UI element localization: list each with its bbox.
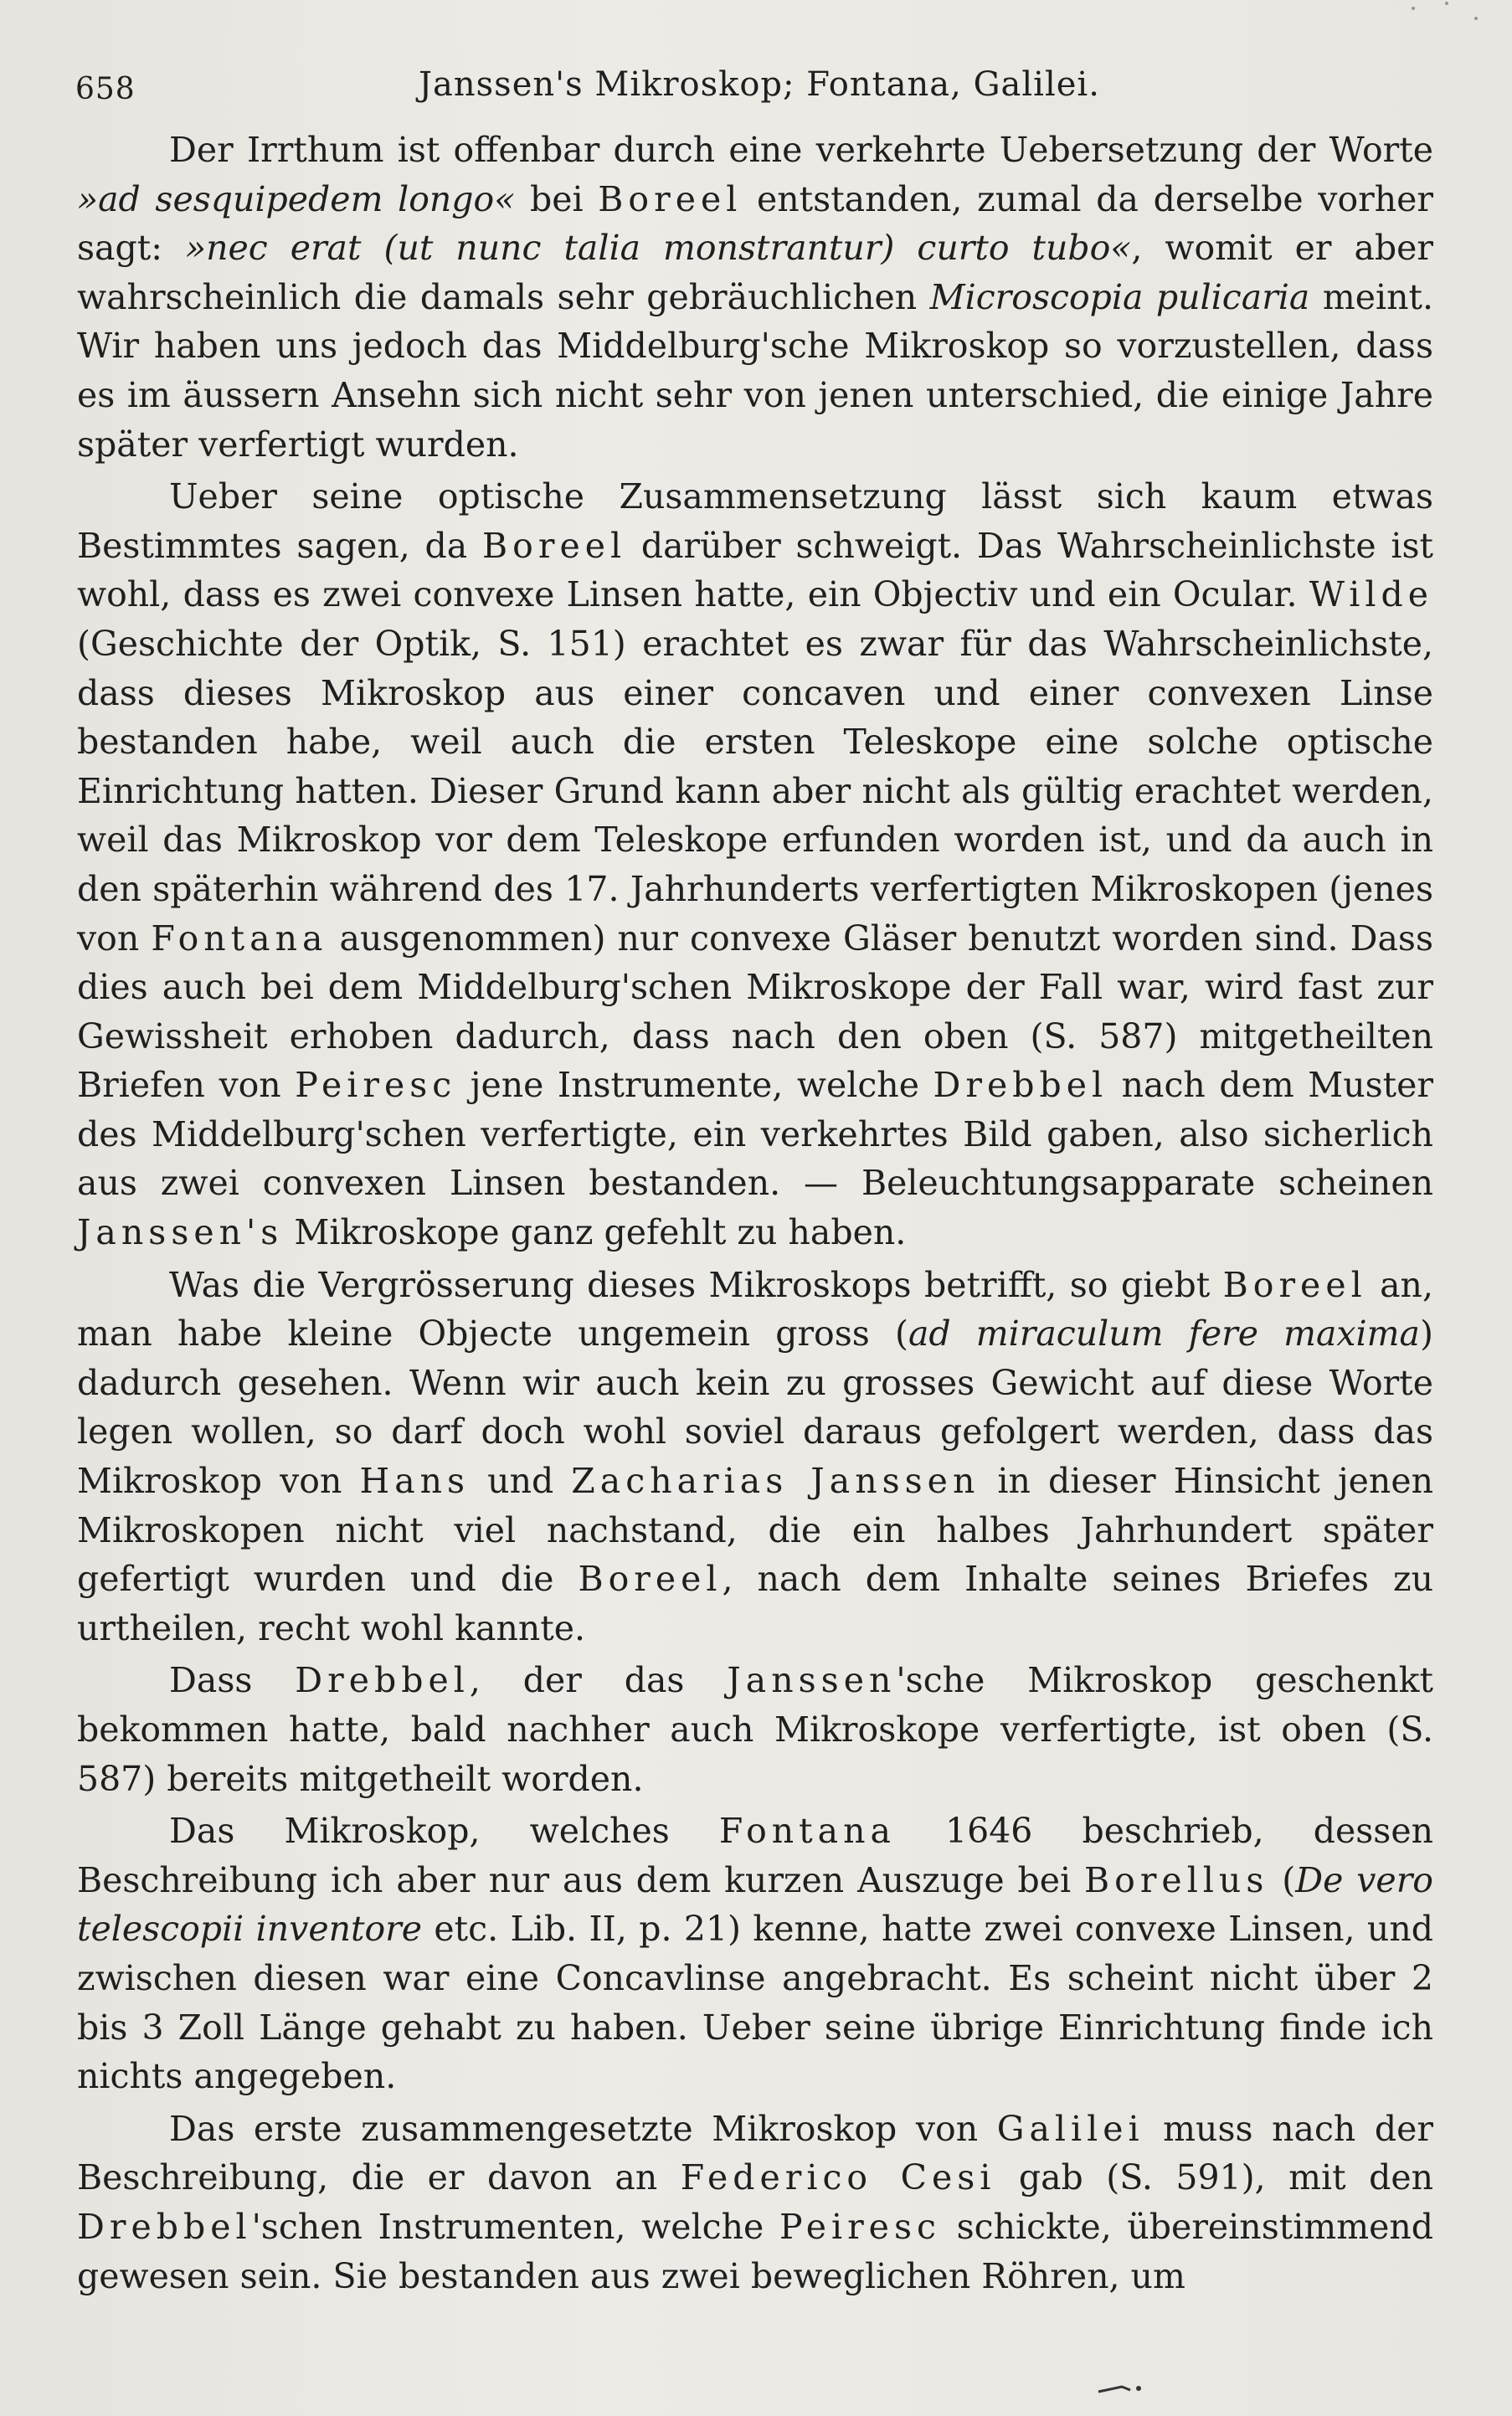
person-name: Zacharias Janssen	[571, 1461, 980, 1502]
person-name: Peiresc	[779, 2206, 941, 2247]
paragraph-1	[77, 126, 1433, 469]
text-run: bei	[515, 178, 599, 219]
text-run: Das Mikroskop, welches	[169, 1811, 719, 1852]
text-run: in dieser Hinsicht jenen Mikroskopen nicht viel nachstand, die ein halbes Jahrhundert später gefertigt wurden und die	[77, 1461, 1434, 1600]
text-run: jene Instrumente, welche	[456, 1065, 933, 1106]
person-name: Boreel	[598, 178, 743, 219]
text-run: , der das	[469, 1660, 728, 1701]
text-run: Mikroskope ganz gefehlt zu haben.	[283, 1212, 907, 1253]
person-name: Drebbel	[295, 1660, 470, 1701]
ink-stroke	[1098, 2387, 1130, 2392]
paragraph-2	[77, 472, 1433, 1257]
latin-quote: »ad sesquipedem longo«	[77, 178, 516, 219]
page-header	[75, 65, 1432, 116]
latin-quote: »nec erat (ut nunc talia monstrantur) curto tubo«	[185, 228, 1132, 269]
speck	[1445, 2, 1448, 5]
text-run: nach dem Muster des Middelburg'schen verfertigte, ein verkehrtes Bild gaben, also sicherlich aus zwei convexen Linsen bestanden. — Beleuchtungsapparate scheinen	[77, 1065, 1433, 1204]
text-run: 1646 beschrieb, dessen Beschreibung ich aber nur aus dem kurzen Auszuge bei	[77, 1811, 1433, 1900]
person-name: Janssen's	[77, 1212, 284, 1253]
paragraph-6	[77, 2105, 1433, 2300]
text-run: muss nach der Beschreibung, die er davon an	[77, 2108, 1434, 2198]
body-text	[77, 126, 1433, 2304]
person-name: Drebbel	[77, 2206, 252, 2247]
text-run: 'schen Instrumenten, welche	[251, 2206, 779, 2247]
text-run: etc. Lib. II, p. 21) kenne, hatte zwei convexe Linsen, und zwischen diesen war eine Concavlinse angebracht. Es scheint nicht über 2 bis 3 Zoll Länge gehabt zu haben. Ueber seine übrige Einrichtung finde ich nichts angegeben.	[77, 1909, 1433, 2097]
text-run: ausgenommen) nur convexe Gläser benutzt worden sind. Dass dies auch bei dem Middelburg'schen Mikroskope der Fall war, wird fast zur Gewissheit erhoben dadurch, dass nach den oben (S. 587) mitgetheilten Briefen von	[77, 918, 1433, 1106]
paragraph-3	[77, 1261, 1433, 1653]
ink-mark	[1097, 2382, 1147, 2398]
speck	[1412, 7, 1415, 10]
text-run: Dass	[169, 1660, 296, 1701]
person-name: Fontana	[718, 1811, 896, 1852]
text-run: und	[470, 1461, 572, 1502]
text-run: (	[1268, 1859, 1296, 1900]
text-run: darüber schweigt. Das Wahrscheinlichste ist wohl, dass es zwei convexe Linsen hatte, ein Objectiv und ein Ocular.	[77, 525, 1434, 615]
page-number: 658	[75, 72, 136, 106]
text-run: schickte, übereinstimmend gewesen sein. Sie bestanden aus zwei beweglichen Röhren, um	[77, 2206, 1434, 2296]
text-run: entstanden, zumal da derselbe vorher sagt:	[77, 178, 1433, 269]
text-run: meint. Wir haben uns jedoch das Middelburg'sche Mikroskop so vorzustellen, dass es im äussern Ansehn sich nicht sehr von jenen unterschied, die einige Jahre später verfertigt wurden.	[77, 276, 1433, 465]
text-run: , nach dem Inhalte seines Briefes zu urtheilen, recht wohl kannte.	[77, 1559, 1434, 1648]
person-name: Hans	[359, 1461, 471, 1502]
text-run: an, man habe kleine Objecte ungemein gross (	[77, 1264, 1433, 1355]
text-run: 'sche Mikroskop geschenkt bekommen hatte, bald nachher auch Mikroskope verfertigte, ist oben (S. 587) bereits mitgetheilt worden.	[77, 1660, 1433, 1799]
person-name: Janssen	[727, 1660, 897, 1701]
latin-term: Microscopia pulicaria	[929, 276, 1310, 317]
person-name: Boreel	[482, 525, 627, 566]
person-name: Fontana	[151, 918, 328, 959]
paper-specks	[1395, 0, 1495, 33]
paragraph-5	[77, 1807, 1433, 2101]
person-name: Peiresc	[295, 1065, 457, 1106]
person-name: Federico Cesi	[680, 2157, 996, 2198]
text-run: gab (S. 591), mit den	[995, 2157, 1433, 2198]
text-run: Der Irrthum ist offenbar durch eine verkehrte Uebersetzung der Worte	[169, 130, 1433, 170]
text-run: , womit er aber wahrscheinlich die damals sehr gebräuchlichen	[77, 228, 1433, 317]
speck	[1474, 17, 1478, 20]
text-run: Was die Vergrösserung dieses Mikroskops betrifft, so giebt	[169, 1264, 1223, 1305]
person-name: Borellus	[1084, 1859, 1269, 1900]
text-run: ) dadurch gesehen. Wenn wir auch kein zu grosses Gewicht auf diese Worte legen wollen, so darf doch wohl soviel daraus gefolgert werden, dass das Mikroskop von	[77, 1313, 1433, 1502]
ink-dot	[1136, 2386, 1141, 2391]
person-name: Boreel	[578, 1559, 723, 1600]
person-name: Galilei	[996, 2108, 1144, 2149]
person-name: Drebbel	[933, 1065, 1108, 1106]
running-head: Janssen's Mikroskop; Fontana, Galilei.	[419, 65, 1100, 104]
paragraph-4	[77, 1656, 1433, 1803]
person-name: Wilde	[1309, 574, 1433, 615]
book-title: De vero telescopii inventore	[77, 1859, 1433, 1950]
text-run: Das erste zusammengesetzte Mikroskop von	[169, 2108, 997, 2149]
latin-quote: ad miraculum fere maxima	[908, 1313, 1420, 1355]
text-run: (Geschichte der Optik, S. 151) erachtet es zwar für das Wahrscheinlichste, dass dieses Mikroskop aus einer concaven und einer convexen Linse bestanden habe, weil auch die ersten Teleskope eine solche optische Einrichtung hatten. Dieser Grund kann aber nicht als gültig erachtet werden, weil das Mikroskop vor dem Teleskope erfunden worden ist, und da auch in den späterhin während des 17. Jahrhunderts verfertigten Mikroskopen (jenes von	[77, 623, 1433, 959]
person-name: Boreel	[1222, 1264, 1367, 1305]
text-run: Ueber seine optische Zusammensetzung lässt sich kaum etwas Bestimmtes sagen, da	[77, 476, 1433, 566]
